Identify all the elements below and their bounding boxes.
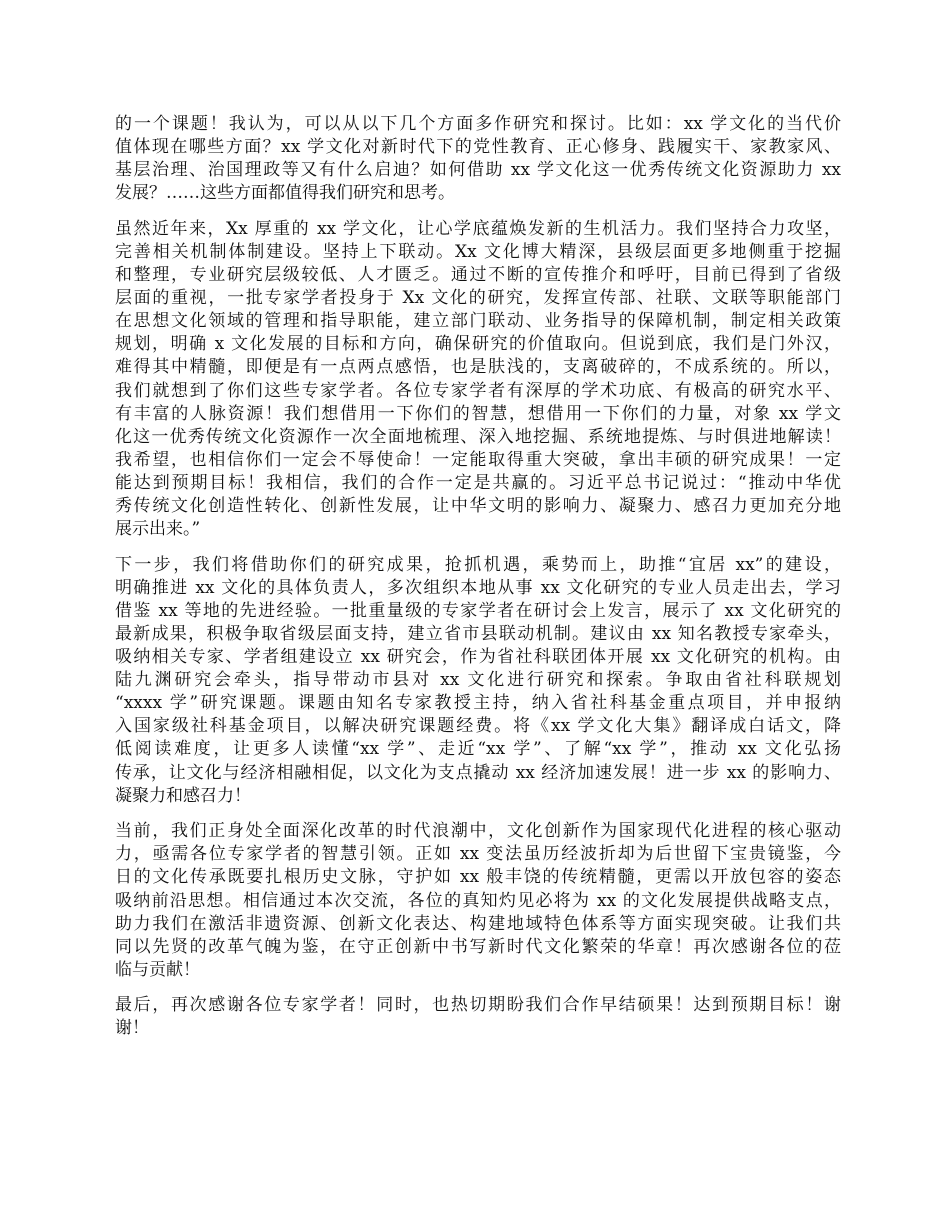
text-line: 展示出来。” [115,519,201,540]
text-line: 层面的重视，一批专家学者投身于 Xx 文化的研究，发挥宣传部、社联、文联等职能部门 [115,288,841,309]
text-line: 化这一优秀传统文化资源作一次全面地梳理、深入地挖掘、系统地提炼、与时俱进地解读！ [115,426,841,447]
text-line: 吸纳前沿思想。相信通过本次交流，各位的真知灼见必将为 xx 的文化发展提供战略支点， [115,890,841,911]
document-page [115,113,841,1053]
text-line: 力，亟需各位专家学者的智慧引领。正如 xx 变法虽历经波折却为后世留下宝贵镜鉴，今 [115,844,841,865]
text-line: 日的文化传承既要扎根历史文脉，守护如 xx 般丰饶的传统精髓，更需以开放包容的姿态 [115,867,841,888]
text-line: 助力我们在激活非遗资源、创新文化表达、构建地域特色体系等方面实现突破。让我们共 [115,913,841,934]
text-line: 的一个课题！我认为，可以从以下几个方面多作研究和探讨。比如：xx 学文化的当代价 [115,114,841,134]
text-line: 吸纳相关专家、学者组建设立 xx 研究会，作为省社科联团体开展 xx 文化研究的机构。由 [115,647,841,668]
text-line: 最后，再次感谢各位专家学者！同时，也热切期盼我们合作早结硕果！达到预期目标！谢 [115,995,841,1016]
text-line: 明确推进 xx 文化的具体负责人，多次组织本地从事 xx 文化研究的专业人员走出去，学习 [115,577,841,598]
paragraph [115,554,841,808]
text-line: 我们就想到了你们这些专家学者。各位专家学者有深厚的学术功底、有极高的研究水平、 [115,380,841,401]
text-line: 基层治理、治国理政等又有什么启迪？如何借助 xx 学文化这一优秀传统文化资源助力 xx [115,160,841,181]
text-line: 低阅读难度，让更多人读懂“xx 学”、走近“xx 学”、了解“xx 学”，推动 xx 文化弘扬 [115,739,841,760]
paragraph [115,218,841,541]
text-line: 入国家级社科基金项目，以解决研究课题经费。将《xx 学文化大集》翻译成白话文，降 [115,716,841,737]
text-line: 在思想文化领域的管理和指导职能，建立部门联动、业务指导的保障机制，制定相关政策 [115,311,841,332]
text-line: 秀传统文化创造性转化、创新性发展，让中华文明的影响力、凝聚力、感召力更加充分地 [115,496,841,516]
text-line: 有丰富的人脉资源！我们想借用一下你们的智慧，想借用一下你们的力量，对象 xx 学文 [115,403,841,424]
text-line: “xxxx 学”研究课题。课题由知名专家教授主持，纳入省社科基金重点项目，并申报纳 [115,693,841,714]
text-line: 值体现在哪些方面？xx 学文化对新时代下的党性教育、正心修身、践履实干、家教家风、 [115,137,841,158]
text-line: 陆九渊研究会牵头，指导带动市县对 xx 文化进行研究和探索。争取由省社科联规划 [115,670,841,691]
text-line: 传承，让文化与经济相融相促，以文化为支点撬动 xx 经济加速发展！进一步 xx 的影响力、 [115,762,841,783]
text-line: 当前，我们正身处全面深化改革的时代浪潮中，文化创新作为国家现代化进程的核心驱动 [115,821,841,842]
text-line: 凝聚力和感召力！ [115,785,251,806]
text-line: 能达到预期目标！我相信，我们的合作一定是共赢的。习近平总书记说过：“推动中华优 [115,472,841,493]
paragraph [115,113,841,205]
text-line: 和整理，专业研究层级较低、人才匮乏。通过不断的宣传推介和呼吁，目前已得到了省级 [115,265,841,286]
text-line: 谢！ [115,1018,149,1039]
text-line: 借鉴 xx 等地的先进经验。一批重量级的专家学者在研讨会上发言，展示了 xx 文化研究的 [115,600,841,621]
text-line: 虽然近年来，Xx 厚重的 xx 学文化，让心学底蕴焕发新的生机活力。我们坚持合力攻坚， [115,218,841,239]
text-line: 难得其中精髓，即便是有一点两点感悟，也是肤浅的，支离破碎的，不成系统的。所以， [115,357,841,378]
paragraph [115,820,841,982]
text-line: 下一步，我们将借助你们的研究成果，抢抓机遇，乘势而上，助推“宜居 xx”的建设， [115,554,841,575]
text-line: 我希望，也相信你们一定会不辱使命！一定能取得重大突破，拿出丰硕的研究成果！一定 [115,449,841,470]
text-line: 同以先贤的改革气魄为鉴，在守正创新中书写新时代文化繁荣的华章！再次感谢各位的莅 [115,936,841,957]
text-line: 临与贡献！ [115,959,200,980]
text-line: 最新成果，积极争取省级层面支持，建立省市县联动机制。建议由 xx 知名教授专家牵头， [115,623,841,644]
text-line: 规划，明确 x 文化发展的目标和方向，确保研究的价值取向。但说到底，我们是门外汉， [115,334,841,355]
paragraph [115,994,841,1040]
text-line: 发展？……这些方面都值得我们研究和思考。 [115,183,455,204]
text-line: 完善相关机制体制建设。坚持上下联动。Xx 文化博大精深，县级层面更多地侧重于挖掘 [115,241,841,262]
